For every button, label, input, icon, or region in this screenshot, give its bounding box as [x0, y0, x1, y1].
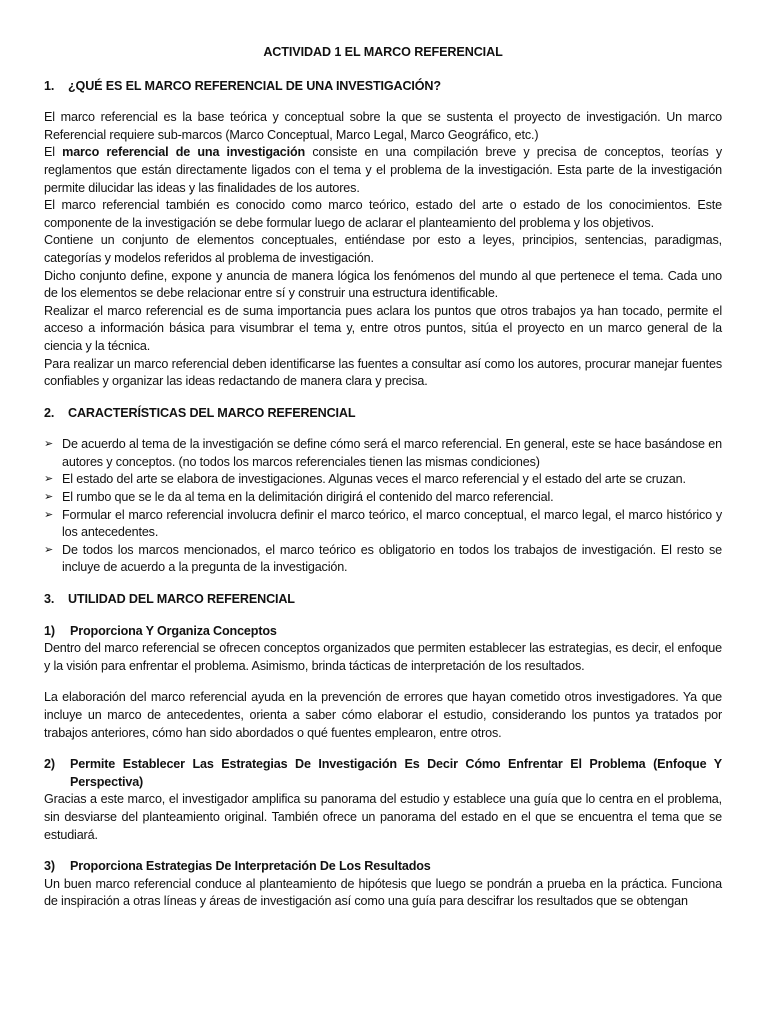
subsection-2-heading	[44, 756, 722, 791]
list-item	[44, 507, 722, 542]
subsection-1-number: 1)	[44, 623, 55, 638]
subsection-3-paragraph-1: Un buen marco referencial conduce al planteamiento de hipótesis que luego se pondrán a prueba en la práctica. Funciona de inspiración a otras líneas y áreas de investigación así como una guía para descifrar los resultados que se obtengan	[44, 876, 722, 909]
arrow-bullet-icon: ➢	[44, 543, 54, 556]
subsection-1-paragraph-1: Dentro del marco referencial se ofrecen conceptos organizados que permiten establecer las estrategias, es decir, el enfoque y la visión para enfrentar el problema. Asimismo, brinda tácticas de interpretación de los resultados.	[44, 641, 722, 673]
section-2-number: 2.	[44, 405, 55, 420]
arrow-bullet-icon: ➢	[44, 473, 54, 486]
subsection-2-title: Permite Establecer Las Estrategias De Investigación Es Decir Cómo Enfrentar El Problema (Enfoque Y Perspectiva)	[70, 757, 722, 789]
subsection-1-title: Proporciona Y Organiza Conceptos	[70, 623, 277, 638]
list-item	[44, 436, 722, 471]
section-2-heading	[44, 405, 722, 423]
section-1-number: 1.	[44, 78, 55, 93]
list-item-text: De todos los marcos mencionados, el marco teórico es obligatorio en todos los trabajos de investigación. El resto se incluye de acuerdo a la pregunta de la investigación.	[62, 542, 722, 575]
section-3-title: UTILIDAD DEL MARCO REFERENCIAL	[68, 592, 295, 607]
arrow-bullet-icon: ➢	[44, 491, 54, 504]
list-item-text: El estado del arte se elabora de investigaciones. Algunas veces el marco referencial y el estado del arte se cruzan.	[62, 472, 686, 487]
list-item-text: Formular el marco referencial involucra definir el marco teórico, el marco conceptual, el marco legal, el marco histórico y los antecedentes.	[62, 507, 722, 540]
subsection-2-number: 2)	[44, 757, 55, 772]
section-3-heading	[44, 591, 722, 609]
p2-rest: consiste en una compilación breve y precisa de conceptos, teorías y reglamentos que están directamente ligados con el tema y el problema de la investigación. Esta parte de la investigación permite dilucidar las ideas y las finalidades de los autores.	[44, 145, 722, 195]
list-item	[44, 542, 722, 577]
section-2-title: CARACTERÍSTICAS DEL MARCO REFERENCIAL	[68, 405, 356, 420]
section-1-title: ¿QUÉ ES EL MARCO REFERENCIAL DE UNA INVESTIGACIÓN?	[68, 78, 441, 93]
subsection-3-title: Proporciona Estrategias De Interpretación De Los Resultados	[70, 859, 431, 874]
section-1-heading	[44, 78, 722, 96]
section-3-number: 3.	[44, 592, 55, 607]
document-page	[44, 44, 722, 911]
subsection-2-paragraph-1: Gracias a este marco, el investigador amplifica su panorama del estudio y establece una guía que lo centra en el problema, sin desviarse del planteamiento original. También ofrece un panorama del estado en el que se encuentra el tema que se estudiará.	[44, 792, 722, 842]
section-1-paragraph-7: Para realizar un marco referencial deben identificarse las fuentes a consultar así como los autores, procurar manejar fuentes confiables y organizar las ideas redactando de manera clara y precisa.	[44, 356, 722, 389]
section-1-paragraph-6: Realizar el marco referencial es de suma importancia pues aclara los puntos que otros trabajos ya han tocado, permite el acceso a información básica para visumbrar el tema y, entre otros puntos, sitúa el proyecto en un marco general de la ciencia y la técnica.	[44, 303, 722, 353]
subsection-3-number: 3)	[44, 859, 55, 874]
section-1-paragraph-5: Dicho conjunto define, expone y anuncia de manera lógica los fenómenos del mundo al que pertenece el tema. Cada uno de los elementos se debe relacionar entre sí y construir una estructura identificable.	[44, 268, 722, 301]
section-1-paragraph-3: El marco referencial también es conocido como marco teórico, estado del arte o estado de los conocimientos. Este componente de la investigación se debe formular luego de aclarar el planteamiento del problema y los objetivos.	[44, 198, 722, 230]
subsection-3-heading	[44, 858, 722, 876]
subsection-1-heading	[44, 623, 722, 641]
p2-prefix: El	[44, 145, 63, 160]
document-title: ACTIVIDAD 1 EL MARCO REFERENCIAL	[263, 45, 503, 59]
arrow-bullet-icon: ➢	[44, 508, 54, 521]
p2-bold-term: marco referencial de una investigación	[62, 145, 306, 160]
characteristics-list	[44, 436, 722, 577]
list-item	[44, 489, 722, 507]
list-item-text: El rumbo que se le da al tema en la delimitación dirigirá el contenido del marco referencial.	[62, 490, 554, 505]
section-1-paragraph-2	[44, 144, 722, 197]
arrow-bullet-icon: ➢	[44, 438, 54, 451]
subsection-1-paragraph-2: La elaboración del marco referencial ayuda en la prevención de errores que hayan cometido otros investigadores. Ya que incluye un marco de antecedentes, orienta a saber cómo elaborar el estudio, considerando los puntos ya tratados por trabajos anteriores, cómo han sido abordados o qué fuentes emplearon, entre otros.	[44, 690, 722, 740]
list-item-text: De acuerdo al tema de la investigación se define cómo será el marco referencial. En general, este se hace basándose en autores y conceptos. (no todos los marcos referenciales tienen las mismas condiciones)	[62, 437, 722, 469]
section-1-paragraph-4: Contiene un conjunto de elementos conceptuales, entiéndase por esto a leyes, principios, sentencias, paradigmas, categorías y modelos referidos al problema de investigación.	[44, 233, 722, 265]
section-1-paragraph-1: El marco referencial es la base teórica y conceptual sobre la que se sustenta el proyecto de investigación. Un marco Referencial requiere sub-marcos (Marco Conceptual, Marco Legal, Marco Geográfico, etc.)	[44, 110, 722, 142]
list-item	[44, 471, 722, 489]
